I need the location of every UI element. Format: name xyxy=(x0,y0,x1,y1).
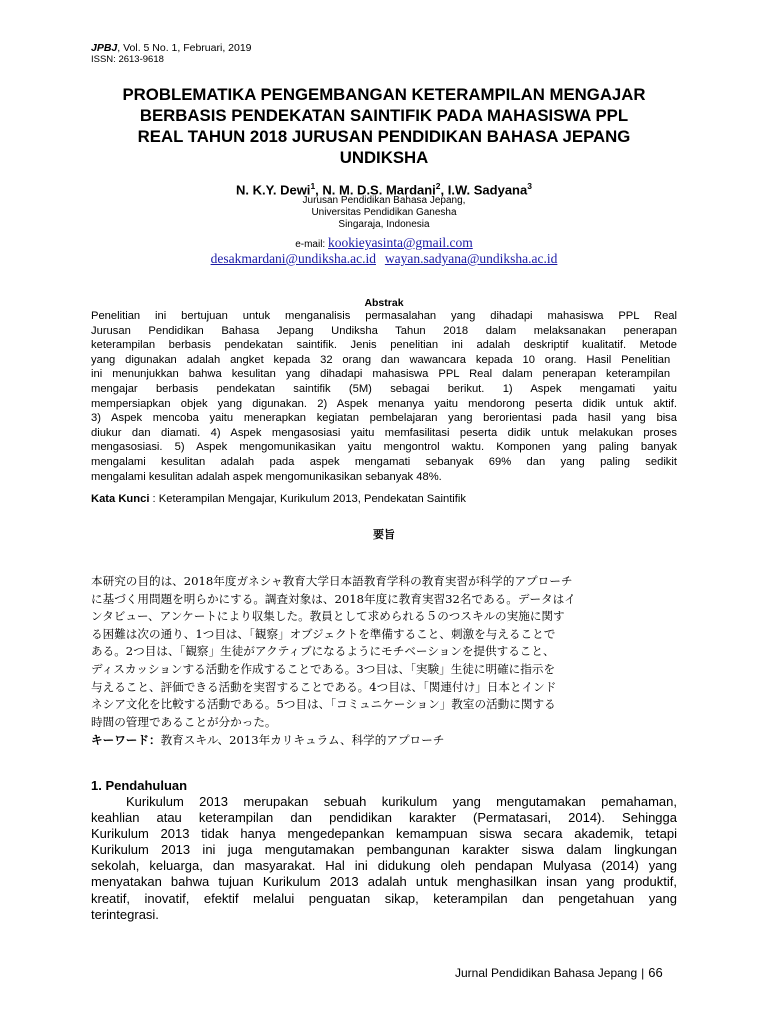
youshi-keywords-text: 教育スキル、2013年カリキュラム、科学的アプローチ xyxy=(160,733,445,747)
title-line: BERBASIS PENDEKATAN SAINTIFIK PADA MAHASISWA PPL xyxy=(139,106,629,125)
affiliation-line: Universitas Pendidikan Ganesha xyxy=(311,207,457,218)
footer-separator: | xyxy=(641,966,645,980)
abstract-line: mengajar berbasis pendekatan saintifik (5M) sebagai berikut. 1) Aspek mengamati yaitu xyxy=(91,382,677,395)
email-link-3[interactable]: wayan.sadyana@undiksha.ac.id xyxy=(384,251,558,266)
abstract-line: mempersiapkan objek yang digunakan. 2) Aspek menanya yaitu mendorong peserta didik untuk aktif. xyxy=(91,397,677,410)
title-line: REAL TAHUN 2018 JURUSAN PENDIDIKAN BAHASA JEPANG xyxy=(137,127,631,146)
youshi-keywords-label: キーワード： xyxy=(91,733,161,747)
journal-volume: , Vol. 5 No. 1, Februari, 2019 xyxy=(117,42,252,54)
paper-title xyxy=(80,84,688,168)
author-2-superscript: 2 xyxy=(435,181,441,191)
youshi-line: ある。2つ目は、「観察」生徒がアクティブになるようにモチベーションを提供すること、 xyxy=(91,644,555,659)
youshi-line: る困難は次の通り、1つ目は、「観察」オブジェクトを準備すること、刺激を与えることで xyxy=(91,626,556,641)
affiliation-line: Jurusan Pendidikan Bahasa Jepang, xyxy=(302,195,466,206)
youshi-line: 与えること、評価できる活動を実習することである。4つ目は、「関連付け」日本とインド xyxy=(91,679,557,694)
body-line: Kurikulum 2013 ini juga mengutamakan pembangunan karakter siswa dalam lingkungan xyxy=(91,842,677,858)
abstract-line: yang digunakan adalah angket kepada 32 orang dan wawancara kepada 10 orang. Hasil Penelitian xyxy=(91,353,671,366)
body-line: sekolah, keluarga, dan masyarakat. Hal ini didukung oleh pendapan Mulyasa (2014) yang xyxy=(91,858,677,874)
abstract-line: diukur dan diamati. 4) Aspek mengasosiasi yaitu memfasilitasi peserta didik untuk melakukan proses xyxy=(91,426,677,439)
youshi-line: 本研究の目的は、2018年度ガネシャ教育大学日本語教育学科の教育実習が科学的アプローチ xyxy=(91,574,573,588)
author-3-superscript: 3 xyxy=(527,181,532,191)
youshi-heading: 要旨 xyxy=(373,528,395,541)
abstract-line: mengalami kesulitan adalah aspek mengomunikasikan sebanyak 48%. xyxy=(91,470,442,483)
abstract-line: Jurusan Pendidikan Bahasa Jepang Undiksha Tahun 2018 dalam melaksanakan penerapan xyxy=(91,324,677,337)
section-body xyxy=(91,794,677,923)
youshi-body xyxy=(91,573,677,731)
affiliation xyxy=(80,195,688,231)
youshi-keywords xyxy=(91,732,677,748)
abstract-keywords xyxy=(91,492,677,506)
youshi-line: ディスカッションする活動を作成することである。3つ目は、「実験」生徒に明確に指示を xyxy=(91,661,556,676)
abstract-heading: Abstrak xyxy=(364,297,404,309)
body-line: terintegrasi. xyxy=(91,906,159,922)
abstract-line: 3) Aspek mencoba yaitu menerapkan kegiatan pembelajaran yang berorientasi pada hasil yang bisa xyxy=(91,412,677,425)
page-footer xyxy=(455,964,663,982)
page-number: 66 xyxy=(648,965,663,980)
title-line: PROBLEMATIKA PENGEMBANGAN KETERAMPILAN MENGAJAR xyxy=(122,85,646,104)
author-1: N. K.Y. Dewi xyxy=(236,182,311,198)
body-line: keahlian atau keterampilan dan pendidikan karakter (Permatasari, 2014). Sehingga xyxy=(91,810,677,826)
abstract-line: Penelitian ini bertujuan untuk menganalisis permasalahan yang dihadapi mahasiswa PPL Real xyxy=(91,310,677,322)
abstract-line: keterampilan berbasis pendekatan saintifik. Jenis penelitian ini adalah deskriptif kualitatif. Metode xyxy=(91,339,677,352)
author-3: , I.W. Sadyana xyxy=(440,182,528,198)
youshi-line: 時間の管理であることが分かった。 xyxy=(91,714,277,729)
email-link-1[interactable]: kookieyasinta@gmail.com xyxy=(328,235,473,250)
body-line: kreatif, inovatif, efektif melalui penguatan sikap, keterampilan dan pengetahuan yang xyxy=(91,890,677,906)
youshi-line: ンタビュー、アンケートにより収集した。教員として求められる５のつスキルの実施に関す xyxy=(91,609,565,624)
keywords-text: : Keterampilan Mengajar, Kurikulum 2013, Pendekatan Saintifik xyxy=(149,493,466,505)
youshi-line: ネシア文化を比較する活動である。5つ目は、「コミュニケーション」教室の活動に関する xyxy=(91,697,556,712)
abstract-line: ini menunjukkan bahwa kesulitan yang dihadapi mahasiswa PPL Real dalam penerapan keterampilan xyxy=(91,368,671,381)
abstract-line: mengalami kesulitan adalah pada aspek mengamati sebanyak 69% dan yang paling sedikit xyxy=(91,455,677,468)
title-line: UNDIKSHA xyxy=(339,148,429,167)
affiliation-line: Singaraja, Indonesia xyxy=(338,219,430,230)
body-line: menyatakan bahwa tujuan Kurikulum 2013 adalah untuk menghasilkan insan yang produktif, xyxy=(91,874,677,890)
footer-journal: Jurnal Pendidikan Bahasa Jepang xyxy=(455,966,638,980)
email-line-2 xyxy=(80,250,688,267)
body-line: Kurikulum 2013 merupakan sebuah kurikulum yang mengutamakan pemahaman, xyxy=(126,794,677,809)
abstract-line: mengasosiasi. 5) Aspek mengomunikasikan yaitu mengontrol waktu. Komponen yang paling banyak xyxy=(91,441,677,454)
body-line: Kurikulum 2013 tidak hanya mengedepankan kemampuan siswa secara akademik, tetapi xyxy=(91,826,677,842)
abstract-body xyxy=(91,309,677,484)
section-heading: 1. Pendahuluan xyxy=(91,778,188,793)
author-2: , N. M. D.S. Mardani xyxy=(315,182,436,198)
youshi-line: に基づく用問題を明らかにする。調査対象は、2018年度に教育実習32名である。データはイ xyxy=(91,591,576,606)
email-link-2[interactable]: desakmardani@undiksha.ac.id xyxy=(210,251,376,266)
email-label: e-mail: xyxy=(295,239,328,250)
keywords-label: Kata Kunci xyxy=(91,493,150,505)
author-1-superscript: 1 xyxy=(310,181,316,191)
issn: ISSN: 2613-9618 xyxy=(91,54,164,65)
journal-abbrev: JPBJ xyxy=(91,42,118,54)
